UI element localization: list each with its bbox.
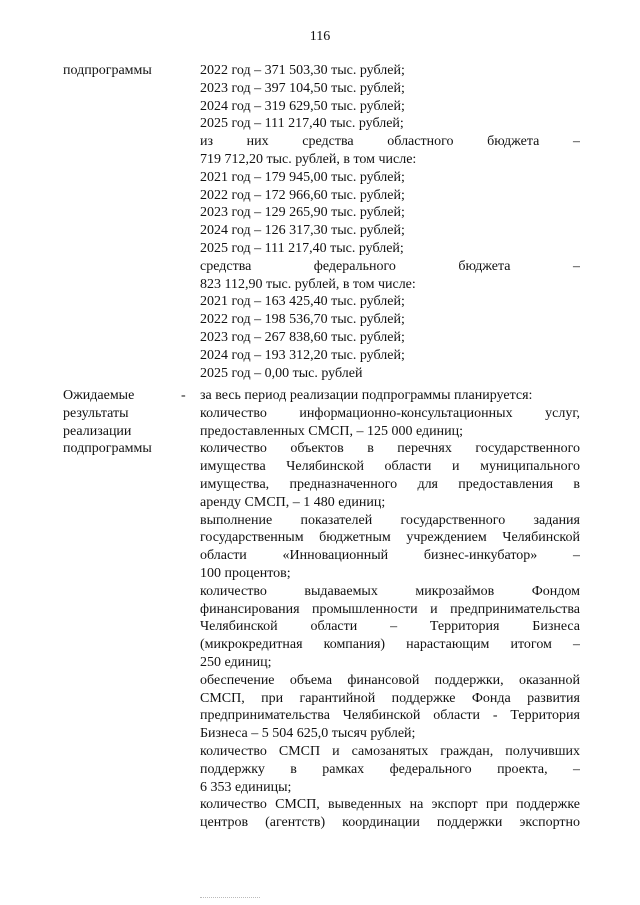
text-line: поддержку в рамках федерального проекта, – [200, 761, 580, 777]
text-line: 2022 год – 198 536,70 тыс. рублей; [200, 312, 405, 328]
text-line: государственным бюджетным учреждением Челябинской [200, 530, 580, 546]
text-line: центров (агентств) координации поддержки экспортно [200, 815, 580, 831]
text-line: 2023 год – 397 104,50 тыс. рублей; [200, 80, 405, 96]
text-line: 2023 год – 267 838,60 тыс. рублей; [200, 329, 405, 345]
label-line: реализации [63, 423, 132, 439]
text-line: обеспечение объема финансовой поддержки, оказанной [200, 672, 580, 688]
text-line: 250 единиц; [200, 654, 272, 670]
footer-mark [200, 897, 260, 899]
label-line: результаты [63, 405, 129, 421]
page-number: 116 [309, 29, 331, 44]
label-line: подпрограммы [63, 441, 152, 457]
text-line: количество СМСП, выведенных на экспорт при поддержке [200, 797, 580, 813]
text-line: аренду СМСП, – 1 480 единиц; [200, 494, 386, 510]
section-results-content [200, 387, 580, 832]
text-line: 719 712,20 тыс. рублей, в том числе: [200, 151, 417, 167]
text-line: 2025 год – 111 217,40 тыс. рублей; [200, 240, 404, 256]
text-line: 100 процентов; [200, 565, 291, 581]
text-line: средства федерального бюджета – [200, 258, 580, 274]
section-results-label [63, 387, 175, 458]
text-line: (микрокредитная компания) нарастающим итогом – [200, 637, 580, 653]
text-line: 6 353 единицы; [200, 779, 292, 795]
text-line: 2023 год – 129 265,90 тыс. рублей; [200, 205, 405, 221]
text-line: 2024 год – 193 312,20 тыс. рублей; [200, 347, 405, 363]
section-financing-content [200, 62, 580, 382]
text-line: количество выдаваемых микрозаймов Фондом [200, 583, 580, 599]
section-financing-label [63, 62, 175, 80]
text-line: СМСП, при гарантийной поддержке Фонда развития [200, 690, 580, 706]
text-line: количество информационно-консультационных услуг, [200, 405, 580, 421]
text-line: финансирования промышленности и предпринимательства [200, 601, 580, 617]
text-line: 2021 год – 179 945,00 тыс. рублей; [200, 169, 405, 185]
text-line: имущества Челябинской области и муниципального [200, 459, 580, 475]
text-line: Бизнеса – 5 504 625,0 тысяч рублей; [200, 726, 416, 742]
text-line: 2022 год – 371 503,30 тыс. рублей; [200, 63, 405, 78]
text-line: количество СМСП и самозанятых граждан, получивших [200, 743, 580, 759]
label-line: Ожидаемые [63, 388, 135, 403]
label-dash: - [181, 388, 186, 403]
text-line: 2021 год – 163 425,40 тыс. рублей; [200, 294, 405, 310]
label-line: подпрограммы [63, 63, 152, 78]
text-line: Челябинской области – Территория Бизнеса [200, 619, 580, 635]
text-line: выполнение показателей государственного задания [200, 512, 580, 528]
text-line: из них средства областного бюджета – [200, 134, 580, 150]
text-line: 2024 год – 126 317,30 тыс. рублей; [200, 223, 405, 239]
text-line: предоставленных СМСП, – 125 000 единиц; [200, 423, 463, 439]
text-line: 2025 год – 111 217,40 тыс. рублей; [200, 116, 404, 132]
text-line: за весь период реализации подпрограммы планируется: [200, 388, 533, 403]
text-line: имущества, предназначенного для предоставления в [200, 476, 580, 492]
text-line: 2024 год – 319 629,50 тыс. рублей; [200, 98, 405, 114]
text-line: 2022 год – 172 966,60 тыс. рублей; [200, 187, 405, 203]
text-line: количество объектов в перечнях государственного [200, 441, 580, 457]
text-line: области «Инновационный бизнес-инкубатор» – [200, 548, 580, 564]
text-line: 2025 год – 0,00 тыс. рублей [200, 365, 363, 381]
text-line: 823 112,90 тыс. рублей, в том числе: [200, 276, 416, 292]
text-line: предпринимательства Челябинской области - Территория [200, 708, 580, 724]
